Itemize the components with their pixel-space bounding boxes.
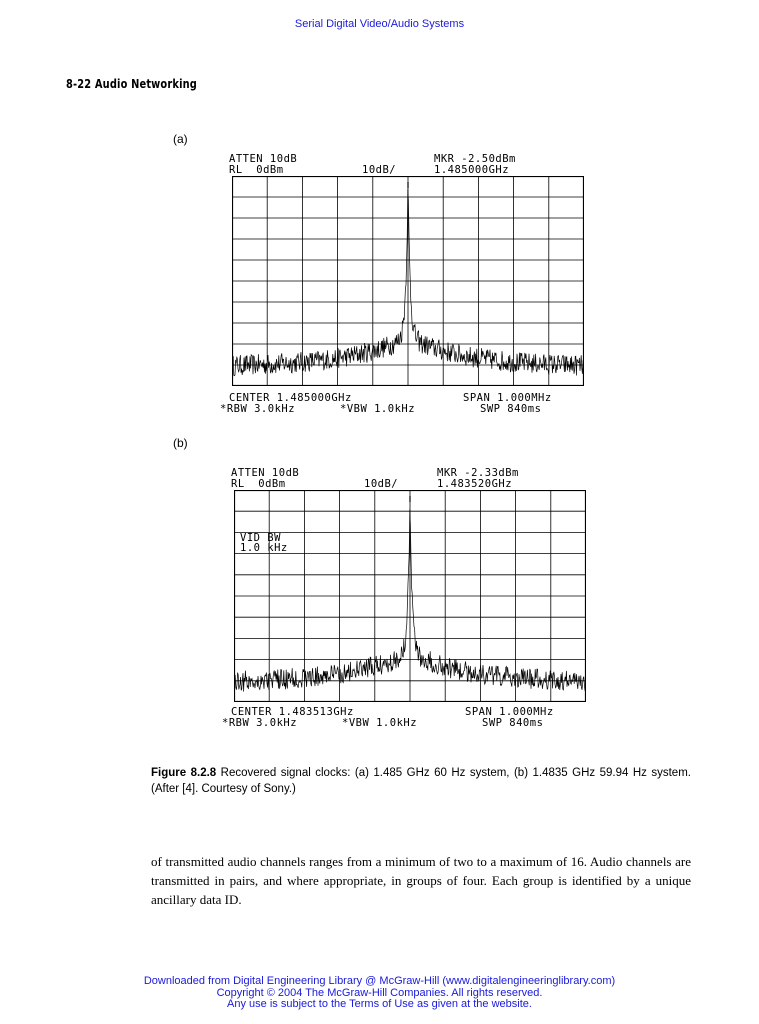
body-paragraph: of transmitted audio channels ranges from a minimum of two to a maximum of 16. Audio channels are transmitted in pairs, and where appropriate, in groups of four. Each group is identified by a unique ancillary data ID.: [151, 854, 691, 907]
footer-line-2: Copyright © 2004 The McGraw-Hill Companies. All rights reserved.: [216, 986, 543, 999]
panel-a-label: (a): [173, 132, 188, 146]
panel-b-marker: MKR -2.33dBm: [437, 467, 519, 479]
page-footer: [0, 976, 759, 1011]
footer-line-3: Any use is subject to the Terms of Use as given at the website.: [227, 998, 532, 1010]
panel-a-rbw: *RBW 3.0kHz: [220, 403, 296, 415]
panel-b-center: CENTER 1.483513GHz: [231, 706, 354, 718]
panel-a-center: CENTER 1.485000GHz: [229, 392, 352, 404]
panel-a-sweep: SWP 840ms: [480, 403, 542, 415]
panel-a-scale: 10dB/: [362, 164, 397, 176]
panel-a-vbw: *VBW 1.0kHz: [340, 403, 416, 415]
figure-caption-text: Recovered signal clocks: (a) 1.485 GHz 60 Hz system, (b) 1.4835 GHz 59.94 Hz system. (After [4]. Courtesy of Sony.): [151, 767, 691, 795]
panel-b-vbw: *VBW 1.0kHz: [342, 717, 418, 729]
figure-caption-label: Figure 8.2.8: [151, 767, 217, 779]
panel-b-rbw: *RBW 3.0kHz: [222, 717, 298, 729]
panel-a-rl: RL 0dBm: [229, 164, 284, 176]
panel-a-marker: MKR -2.50dBm: [434, 153, 516, 165]
panel-b-vid-bw-line1: VID BW: [240, 532, 281, 544]
spectrum-plot-a: [232, 176, 584, 386]
panel-b-atten: ATTEN 10dB: [231, 467, 300, 479]
panel-b-marker-freq: 1.483520GHz: [437, 478, 513, 490]
running-head: Serial Digital Video/Audio Systems: [294, 18, 465, 30]
panel-b-label: (b): [173, 436, 188, 450]
panel-b-vid-bw-line2: 1.0 kHz: [240, 542, 288, 554]
footer-line-1: Downloaded from Digital Engineering Library @ McGraw-Hill (www.digitalengineeringlibrary.com): [143, 975, 616, 987]
panel-a-span: SPAN 1.000MHz: [463, 392, 552, 404]
figure-caption: [151, 765, 691, 797]
panel-b-rl: RL 0dBm: [231, 478, 286, 490]
section-heading: 8-22 Audio Networking: [66, 77, 198, 91]
panel-b-scale: 10dB/: [364, 478, 399, 490]
panel-a-marker-freq: 1.485000GHz: [434, 164, 510, 176]
panel-b-sweep: SWP 840ms: [482, 717, 544, 729]
panel-a-atten: ATTEN 10dB: [229, 153, 298, 165]
spectrum-plot-b: [234, 490, 586, 702]
panel-b-span: SPAN 1.000MHz: [465, 706, 554, 718]
